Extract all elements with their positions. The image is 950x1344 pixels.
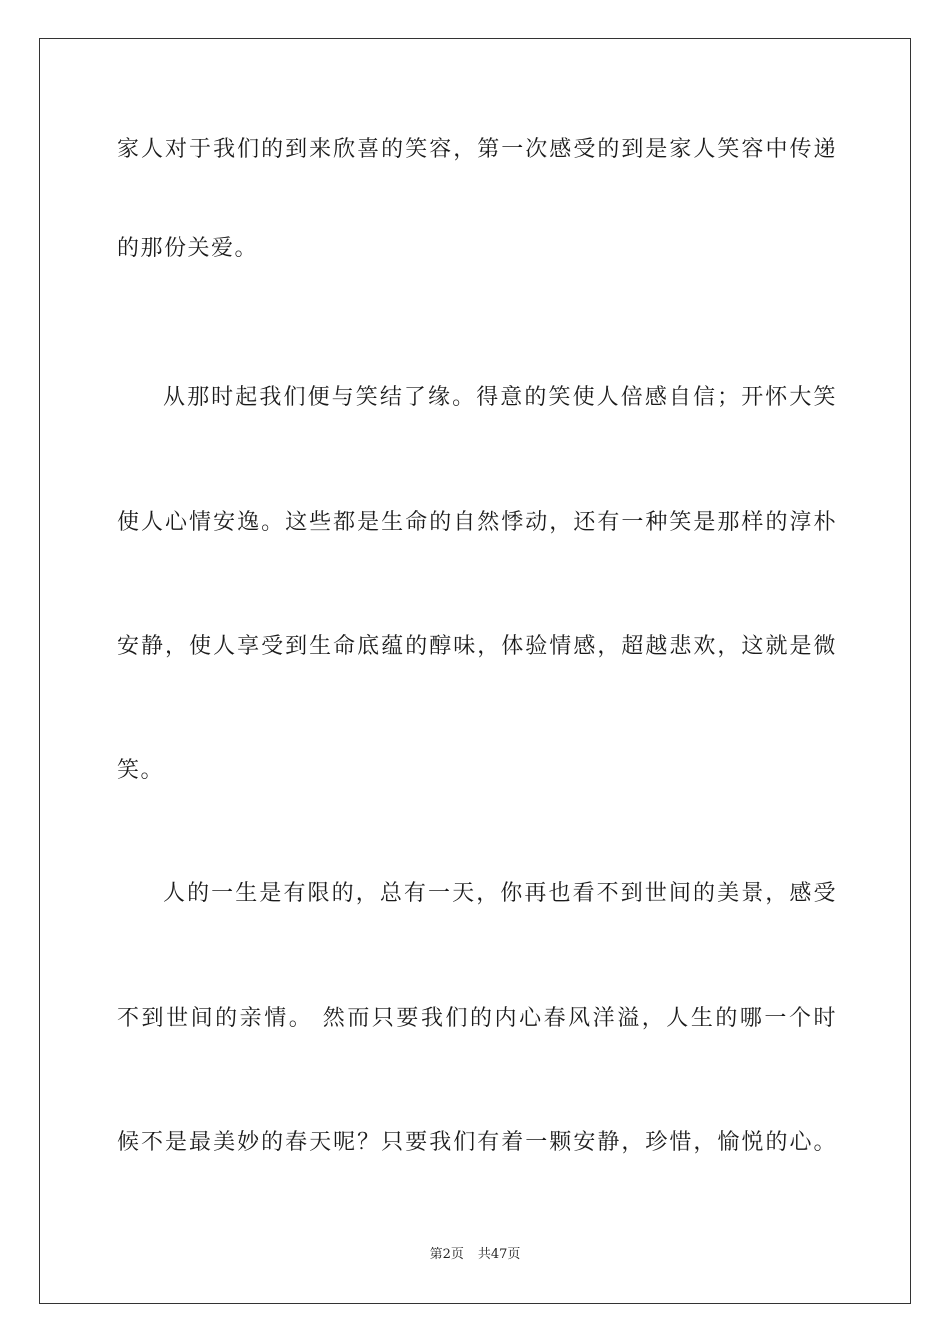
page-footer xyxy=(0,1246,950,1264)
text-line: 人的一生是有限的，总有一天，你再也看不到世间的美景，感受 xyxy=(163,881,837,906)
text-line: 候不是最美妙的春天呢？只要我们有着一颗安静，珍惜，愉悦的心。 xyxy=(117,1130,837,1155)
text-line: 笑。 xyxy=(117,758,165,783)
total-pages: 共47页 xyxy=(477,1247,521,1262)
text-line: 家人对于我们的到来欣喜的笑容，第一次感受的到是家人笑容中传递 xyxy=(117,137,837,162)
page-border xyxy=(39,38,911,1304)
text-line: 的那份关爱。 xyxy=(117,236,259,261)
text-line: 从那时起我们便与笑结了缘。得意的笑使人倍感自信；开怀大笑 xyxy=(163,385,837,410)
text-line: 安静，使人享受到生命底蕴的醇味，体验情感，超越悲欢，这就是微 xyxy=(117,634,837,659)
text-line: 使人心情安逸。这些都是生命的自然悸动，还有一种笑是那样的淳朴 xyxy=(117,510,837,535)
text-line: 不到世间的亲情。 然而只要我们的内心春风洋溢，人生的哪一个时 xyxy=(117,1006,837,1031)
page-number: 第2页 xyxy=(429,1247,464,1262)
